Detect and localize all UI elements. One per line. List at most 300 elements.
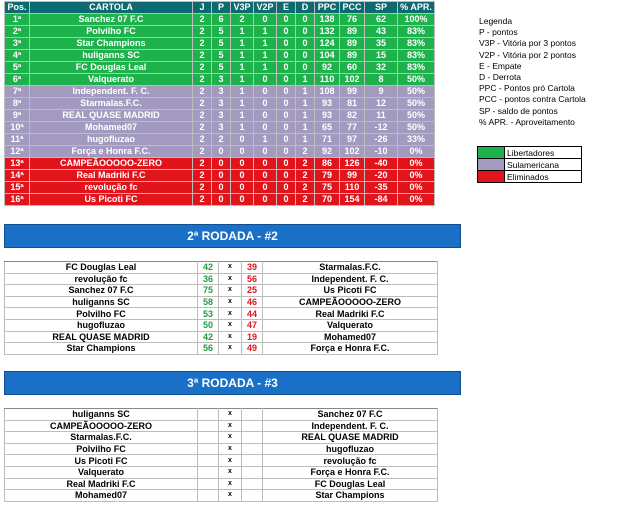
standings-cell-j: 2: [193, 26, 212, 38]
color-key-label: Sulamericana: [505, 159, 582, 171]
standings-cell-sp: 8: [365, 74, 398, 86]
standings-cell-v3p: 1: [231, 110, 254, 122]
away-score: [242, 478, 263, 490]
standings-cell-v2p: 0: [254, 98, 277, 110]
standings-cell-p: 3: [212, 98, 231, 110]
match-row: [5, 490, 438, 502]
home-score: 42: [198, 262, 219, 274]
standings-cell-p: 0: [212, 170, 231, 182]
standings-cell-apr: 0%: [398, 158, 435, 170]
standings-cell-j: 2: [193, 14, 212, 26]
standings-cell-d: 2: [296, 170, 315, 182]
away-score: 49: [242, 343, 263, 355]
standings-cell-pcc: 99: [340, 170, 365, 182]
standings-cell-pcc: 76: [340, 14, 365, 26]
standings-cell-ppc: 65: [315, 122, 340, 134]
match-row: [5, 331, 438, 343]
team-name: hugofluzao: [30, 134, 193, 146]
standings-cell-d: 1: [296, 122, 315, 134]
home-score: 58: [198, 296, 219, 308]
standings-cell-pos: 6ª: [5, 74, 30, 86]
standings-cell-ppc: 93: [315, 98, 340, 110]
home-score: 36: [198, 273, 219, 285]
away-score: [242, 466, 263, 478]
standings-header-cell: V2P: [254, 2, 277, 14]
standings-cell-e: 0: [277, 62, 296, 74]
standings-cell-d: 2: [296, 194, 315, 206]
standings-cell-pos: 3ª: [5, 38, 30, 50]
standings-cell-d: 0: [296, 38, 315, 50]
standings-cell-apr: 0%: [398, 170, 435, 182]
standings-cell-sp: 62: [365, 14, 398, 26]
standings-cell-j: 2: [193, 38, 212, 50]
standings-cell-e: 0: [277, 194, 296, 206]
versus-mark: x: [219, 273, 242, 285]
standings-cell-sp: 12: [365, 98, 398, 110]
standings-cell-v3p: 1: [231, 86, 254, 98]
standings-cell-apr: 0%: [398, 146, 435, 158]
legend-title: Legenda: [479, 16, 513, 26]
team-name: Polvilho FC: [30, 26, 193, 38]
standings-cell-sp: -20: [365, 170, 398, 182]
match-row: [5, 455, 438, 467]
standings-cell-v3p: 1: [231, 26, 254, 38]
match-row: [5, 478, 438, 490]
legend-item: % APR. - Aproveitamento: [479, 116, 575, 127]
team-name: REAL QUASE MADRID: [30, 110, 193, 122]
legend-item: V2P - Vitória por 2 pontos: [479, 49, 577, 60]
standings-cell-pcc: 97: [340, 134, 365, 146]
standings-cell-pcc: 102: [340, 146, 365, 158]
away-team: hugofluzao: [263, 443, 438, 455]
standings-cell-j: 2: [193, 122, 212, 134]
legend: [479, 16, 586, 128]
match-row: [5, 443, 438, 455]
standings-header-cell: E: [277, 2, 296, 14]
away-score: 46: [242, 296, 263, 308]
legend-item: D - Derrota: [479, 72, 522, 83]
standings-cell-p: 2: [212, 134, 231, 146]
legend-item: PCC - pontos contra Cartola: [479, 94, 586, 105]
standings-cell-ppc: 110: [315, 74, 340, 86]
versus-mark: x: [219, 331, 242, 343]
match-row: [5, 262, 438, 274]
standings-cell-apr: 50%: [398, 110, 435, 122]
standings-cell-pos: 9ª: [5, 110, 30, 122]
legend-item: E - Empate: [479, 60, 522, 71]
standings-header-cell: J: [193, 2, 212, 14]
standings-cell-v2p: 0: [254, 74, 277, 86]
home-team: Polvilho FC: [5, 308, 198, 320]
standings-header-cell: % APR.: [398, 2, 435, 14]
standings-cell-apr: 50%: [398, 74, 435, 86]
standings-cell-ppc: 138: [315, 14, 340, 26]
versus-mark: x: [219, 343, 242, 355]
standings-cell-pos: 7ª: [5, 86, 30, 98]
standings-cell-e: 0: [277, 110, 296, 122]
team-name: Us Picoti FC: [30, 194, 193, 206]
standings-cell-j: 2: [193, 50, 212, 62]
home-score: [198, 455, 219, 467]
color-swatch: [478, 159, 505, 171]
standings-cell-pcc: 154: [340, 194, 365, 206]
standings-cell-v3p: 1: [231, 62, 254, 74]
standings-cell-pos: 13ª: [5, 158, 30, 170]
standings-cell-apr: 100%: [398, 14, 435, 26]
standings-cell-v2p: 0: [254, 182, 277, 194]
standings-cell-ppc: 70: [315, 194, 340, 206]
legend-item: P - pontos: [479, 27, 518, 38]
away-score: 39: [242, 262, 263, 274]
standings-cell-v3p: 0: [231, 194, 254, 206]
away-score: [242, 455, 263, 467]
home-team: Us Picoti FC: [5, 455, 198, 467]
standings-cell-pos: 14ª: [5, 170, 30, 182]
versus-mark: x: [219, 478, 242, 490]
standings-cell-ppc: 108: [315, 86, 340, 98]
team-name: huliganns SC: [30, 50, 193, 62]
away-score: [242, 490, 263, 502]
home-score: [198, 490, 219, 502]
versus-mark: x: [219, 432, 242, 444]
standings-cell-pcc: 77: [340, 122, 365, 134]
standings-cell-d: 0: [296, 26, 315, 38]
team-name: Sanchez 07 F.C: [30, 14, 193, 26]
away-team: Real Madriki F.C: [263, 308, 438, 320]
away-score: [242, 443, 263, 455]
standings-cell-ppc: 79: [315, 170, 340, 182]
standings-row: [5, 134, 435, 146]
home-team: Polvilho FC: [5, 443, 198, 455]
legend-item: PPC - Pontos pró Cartola: [479, 83, 575, 94]
standings-cell-e: 0: [277, 14, 296, 26]
away-team: CAMPEÃOOOOO-ZERO: [263, 296, 438, 308]
standings-cell-v2p: 1: [254, 50, 277, 62]
away-score: 44: [242, 308, 263, 320]
standings-cell-v2p: 0: [254, 194, 277, 206]
team-name: CAMPEÃOOOOO-ZERO: [30, 158, 193, 170]
away-team: Independent. F. C.: [263, 273, 438, 285]
versus-mark: x: [219, 409, 242, 421]
standings-cell-v3p: 1: [231, 74, 254, 86]
standings-cell-pos: 5ª: [5, 62, 30, 74]
versus-mark: x: [219, 296, 242, 308]
standings-cell-v2p: 1: [254, 134, 277, 146]
standings-cell-pcc: 99: [340, 86, 365, 98]
team-name: Valquerato: [30, 74, 193, 86]
standings-row: [5, 110, 435, 122]
standings-cell-v3p: 1: [231, 98, 254, 110]
standings-row: [5, 86, 435, 98]
standings-cell-sp: -40: [365, 158, 398, 170]
standings-cell-ppc: 93: [315, 110, 340, 122]
standings-cell-d: 1: [296, 98, 315, 110]
standings-cell-v2p: 1: [254, 38, 277, 50]
standings-cell-p: 0: [212, 158, 231, 170]
standings-cell-apr: 83%: [398, 62, 435, 74]
home-score: [198, 466, 219, 478]
standings-cell-j: 2: [193, 194, 212, 206]
standings-cell-p: 5: [212, 38, 231, 50]
home-team: FC Douglas Leal: [5, 262, 198, 274]
home-team: Valquerato: [5, 466, 198, 478]
team-name: Star Champions: [30, 38, 193, 50]
standings-cell-ppc: 104: [315, 50, 340, 62]
home-score: [198, 443, 219, 455]
away-team: Starmalas.F.C.: [263, 262, 438, 274]
home-score: 42: [198, 331, 219, 343]
standings-cell-pcc: 89: [340, 50, 365, 62]
home-team: CAMPEÃOOOOO-ZERO: [5, 420, 198, 432]
away-score: [242, 432, 263, 444]
standings-cell-ppc: 132: [315, 26, 340, 38]
standings-cell-v2p: 1: [254, 62, 277, 74]
standings-cell-pcc: 60: [340, 62, 365, 74]
legend-item: V3P - Vitória por 3 pontos: [479, 38, 577, 49]
color-key: [477, 146, 582, 183]
standings-cell-sp: 11: [365, 110, 398, 122]
standings-cell-d: 2: [296, 182, 315, 194]
standings-cell-sp: -84: [365, 194, 398, 206]
standings-cell-v3p: 0: [231, 146, 254, 158]
team-name: Independent. F. C.: [30, 86, 193, 98]
standings-cell-e: 0: [277, 170, 296, 182]
versus-mark: x: [219, 262, 242, 274]
standings-row: [5, 146, 435, 158]
team-name: revolução fc: [30, 182, 193, 194]
home-team: Sanchez 07 F.C: [5, 285, 198, 297]
standings-cell-d: 2: [296, 146, 315, 158]
match-row: [5, 409, 438, 421]
home-score: 56: [198, 343, 219, 355]
color-swatch: [478, 147, 505, 159]
standings-cell-apr: 0%: [398, 182, 435, 194]
match-row: [5, 285, 438, 297]
standings-cell-apr: 83%: [398, 26, 435, 38]
standings-row: [5, 170, 435, 182]
standings-cell-sp: 15: [365, 50, 398, 62]
team-name: FC Douglas Leal: [30, 62, 193, 74]
standings-cell-j: 2: [193, 74, 212, 86]
standings-cell-v3p: 0: [231, 134, 254, 146]
standings-cell-pos: 1ª: [5, 14, 30, 26]
away-team: Independent. F. C.: [263, 420, 438, 432]
standings-cell-p: 0: [212, 194, 231, 206]
color-swatch: [478, 171, 505, 183]
home-team: Real Madriki F.C: [5, 478, 198, 490]
match-row: [5, 273, 438, 285]
standings-cell-ppc: 86: [315, 158, 340, 170]
standings-cell-d: 1: [296, 110, 315, 122]
round2-banner: 2ª RODADA - #2: [4, 224, 461, 248]
standings-cell-p: 5: [212, 62, 231, 74]
standings-cell-e: 0: [277, 182, 296, 194]
versus-mark: x: [219, 490, 242, 502]
standings-cell-d: 0: [296, 14, 315, 26]
standings-cell-pos: 8ª: [5, 98, 30, 110]
standings-cell-pcc: 82: [340, 110, 365, 122]
standings-cell-v2p: 0: [254, 158, 277, 170]
standings-header-cell: PCC: [340, 2, 365, 14]
color-key-row: [478, 147, 582, 159]
color-key-row: [478, 171, 582, 183]
standings-body: [5, 14, 435, 206]
versus-mark: x: [219, 308, 242, 320]
standings-cell-v2p: 0: [254, 170, 277, 182]
standings-row: [5, 14, 435, 26]
versus-mark: x: [219, 319, 242, 331]
standings-cell-j: 2: [193, 182, 212, 194]
home-team: huliganns SC: [5, 296, 198, 308]
away-team: Força e Honra F.C.: [263, 343, 438, 355]
away-team: Sanchez 07 F.C: [263, 409, 438, 421]
standings-row: [5, 98, 435, 110]
standings-row: [5, 122, 435, 134]
standings-cell-apr: 50%: [398, 122, 435, 134]
color-key-label: Eliminados: [505, 171, 582, 183]
standings-cell-d: 1: [296, 74, 315, 86]
standings-cell-ppc: 75: [315, 182, 340, 194]
standings-header-cell: SP: [365, 2, 398, 14]
standings-cell-v3p: 0: [231, 170, 254, 182]
standings-cell-j: 2: [193, 62, 212, 74]
standings-header-row: [5, 2, 435, 14]
standings-cell-e: 0: [277, 122, 296, 134]
standings-row: [5, 158, 435, 170]
standings-cell-v2p: 0: [254, 86, 277, 98]
legend-items: [479, 27, 586, 128]
standings-cell-j: 2: [193, 134, 212, 146]
standings-cell-v3p: 0: [231, 182, 254, 194]
standings-cell-p: 3: [212, 74, 231, 86]
standings-cell-pcc: 81: [340, 98, 365, 110]
standings-cell-e: 0: [277, 50, 296, 62]
standings-cell-j: 2: [193, 170, 212, 182]
standings-cell-sp: 35: [365, 38, 398, 50]
standings-cell-e: 0: [277, 38, 296, 50]
standings-cell-pcc: 110: [340, 182, 365, 194]
standings-cell-p: 3: [212, 122, 231, 134]
standings-cell-p: 0: [212, 146, 231, 158]
away-score: 56: [242, 273, 263, 285]
standings-cell-pos: 12ª: [5, 146, 30, 158]
standings-cell-apr: 83%: [398, 50, 435, 62]
home-score: [198, 420, 219, 432]
home-score: [198, 409, 219, 421]
standings-cell-v2p: 0: [254, 122, 277, 134]
standings-row: [5, 62, 435, 74]
legend-item: SP - saldo de pontos: [479, 105, 558, 116]
standings-cell-j: 2: [193, 110, 212, 122]
standings-cell-v2p: 0: [254, 110, 277, 122]
standings-cell-v3p: 0: [231, 158, 254, 170]
standings-cell-ppc: 92: [315, 62, 340, 74]
standings-cell-p: 0: [212, 182, 231, 194]
team-name: Starmalas.F.C.: [30, 98, 193, 110]
standings-cell-j: 2: [193, 146, 212, 158]
round3-banner: 3ª RODADA - #3: [4, 371, 461, 395]
standings-cell-pos: 10ª: [5, 122, 30, 134]
standings-cell-sp: 43: [365, 26, 398, 38]
standings-cell-v3p: 1: [231, 38, 254, 50]
versus-mark: x: [219, 466, 242, 478]
match-row: [5, 343, 438, 355]
color-key-row: [478, 159, 582, 171]
standings-cell-sp: 9: [365, 86, 398, 98]
round3-matches: [4, 408, 438, 502]
away-team: Mohamed07: [263, 331, 438, 343]
standings-cell-pos: 15ª: [5, 182, 30, 194]
standings-cell-v2p: 0: [254, 146, 277, 158]
versus-mark: x: [219, 285, 242, 297]
standings-cell-apr: 50%: [398, 86, 435, 98]
standings-cell-v2p: 0: [254, 14, 277, 26]
home-team: hugofluzao: [5, 319, 198, 331]
standings-cell-j: 2: [193, 158, 212, 170]
standings-cell-e: 0: [277, 74, 296, 86]
standings-row: [5, 182, 435, 194]
color-key-label: Libertadores: [505, 147, 582, 159]
home-team: huliganns SC: [5, 409, 198, 421]
standings-cell-pcc: 102: [340, 74, 365, 86]
standings-header-cell: V3P: [231, 2, 254, 14]
standings-header-cell: CARTOLA: [30, 2, 193, 14]
standings-row: [5, 74, 435, 86]
standings-cell-ppc: 124: [315, 38, 340, 50]
home-score: [198, 432, 219, 444]
home-team: Starmalas.F.C.: [5, 432, 198, 444]
standings-header-cell: PPC: [315, 2, 340, 14]
standings-cell-ppc: 92: [315, 146, 340, 158]
standings-cell-e: 0: [277, 98, 296, 110]
standings-cell-d: 0: [296, 62, 315, 74]
match-row: [5, 296, 438, 308]
standings-cell-d: 1: [296, 86, 315, 98]
versus-mark: x: [219, 455, 242, 467]
standings-cell-apr: 33%: [398, 134, 435, 146]
standings-cell-v3p: 1: [231, 122, 254, 134]
standings-cell-d: 1: [296, 134, 315, 146]
standings-cell-sp: 32: [365, 62, 398, 74]
standings-cell-apr: 50%: [398, 98, 435, 110]
match-row: [5, 420, 438, 432]
away-score: 25: [242, 285, 263, 297]
standings-cell-p: 5: [212, 50, 231, 62]
standings-cell-sp: -12: [365, 122, 398, 134]
home-score: 75: [198, 285, 219, 297]
standings-cell-d: 0: [296, 50, 315, 62]
team-name: Força e Honra F.C.: [30, 146, 193, 158]
away-team: FC Douglas Leal: [263, 478, 438, 490]
versus-mark: x: [219, 443, 242, 455]
standings-row: [5, 50, 435, 62]
standings-cell-p: 3: [212, 86, 231, 98]
away-team: Força e Honra F.C.: [263, 466, 438, 478]
standings-cell-j: 2: [193, 98, 212, 110]
home-team: REAL QUASE MADRID: [5, 331, 198, 343]
standings-cell-e: 0: [277, 86, 296, 98]
standings-row: [5, 38, 435, 50]
standings-cell-pcc: 89: [340, 38, 365, 50]
standings-cell-e: 0: [277, 26, 296, 38]
standings-cell-v3p: 2: [231, 14, 254, 26]
standings-cell-v2p: 1: [254, 26, 277, 38]
away-team: revolução fc: [263, 455, 438, 467]
home-team: revolução fc: [5, 273, 198, 285]
round2-matches: [4, 261, 438, 355]
standings-cell-pcc: 126: [340, 158, 365, 170]
home-score: 50: [198, 319, 219, 331]
